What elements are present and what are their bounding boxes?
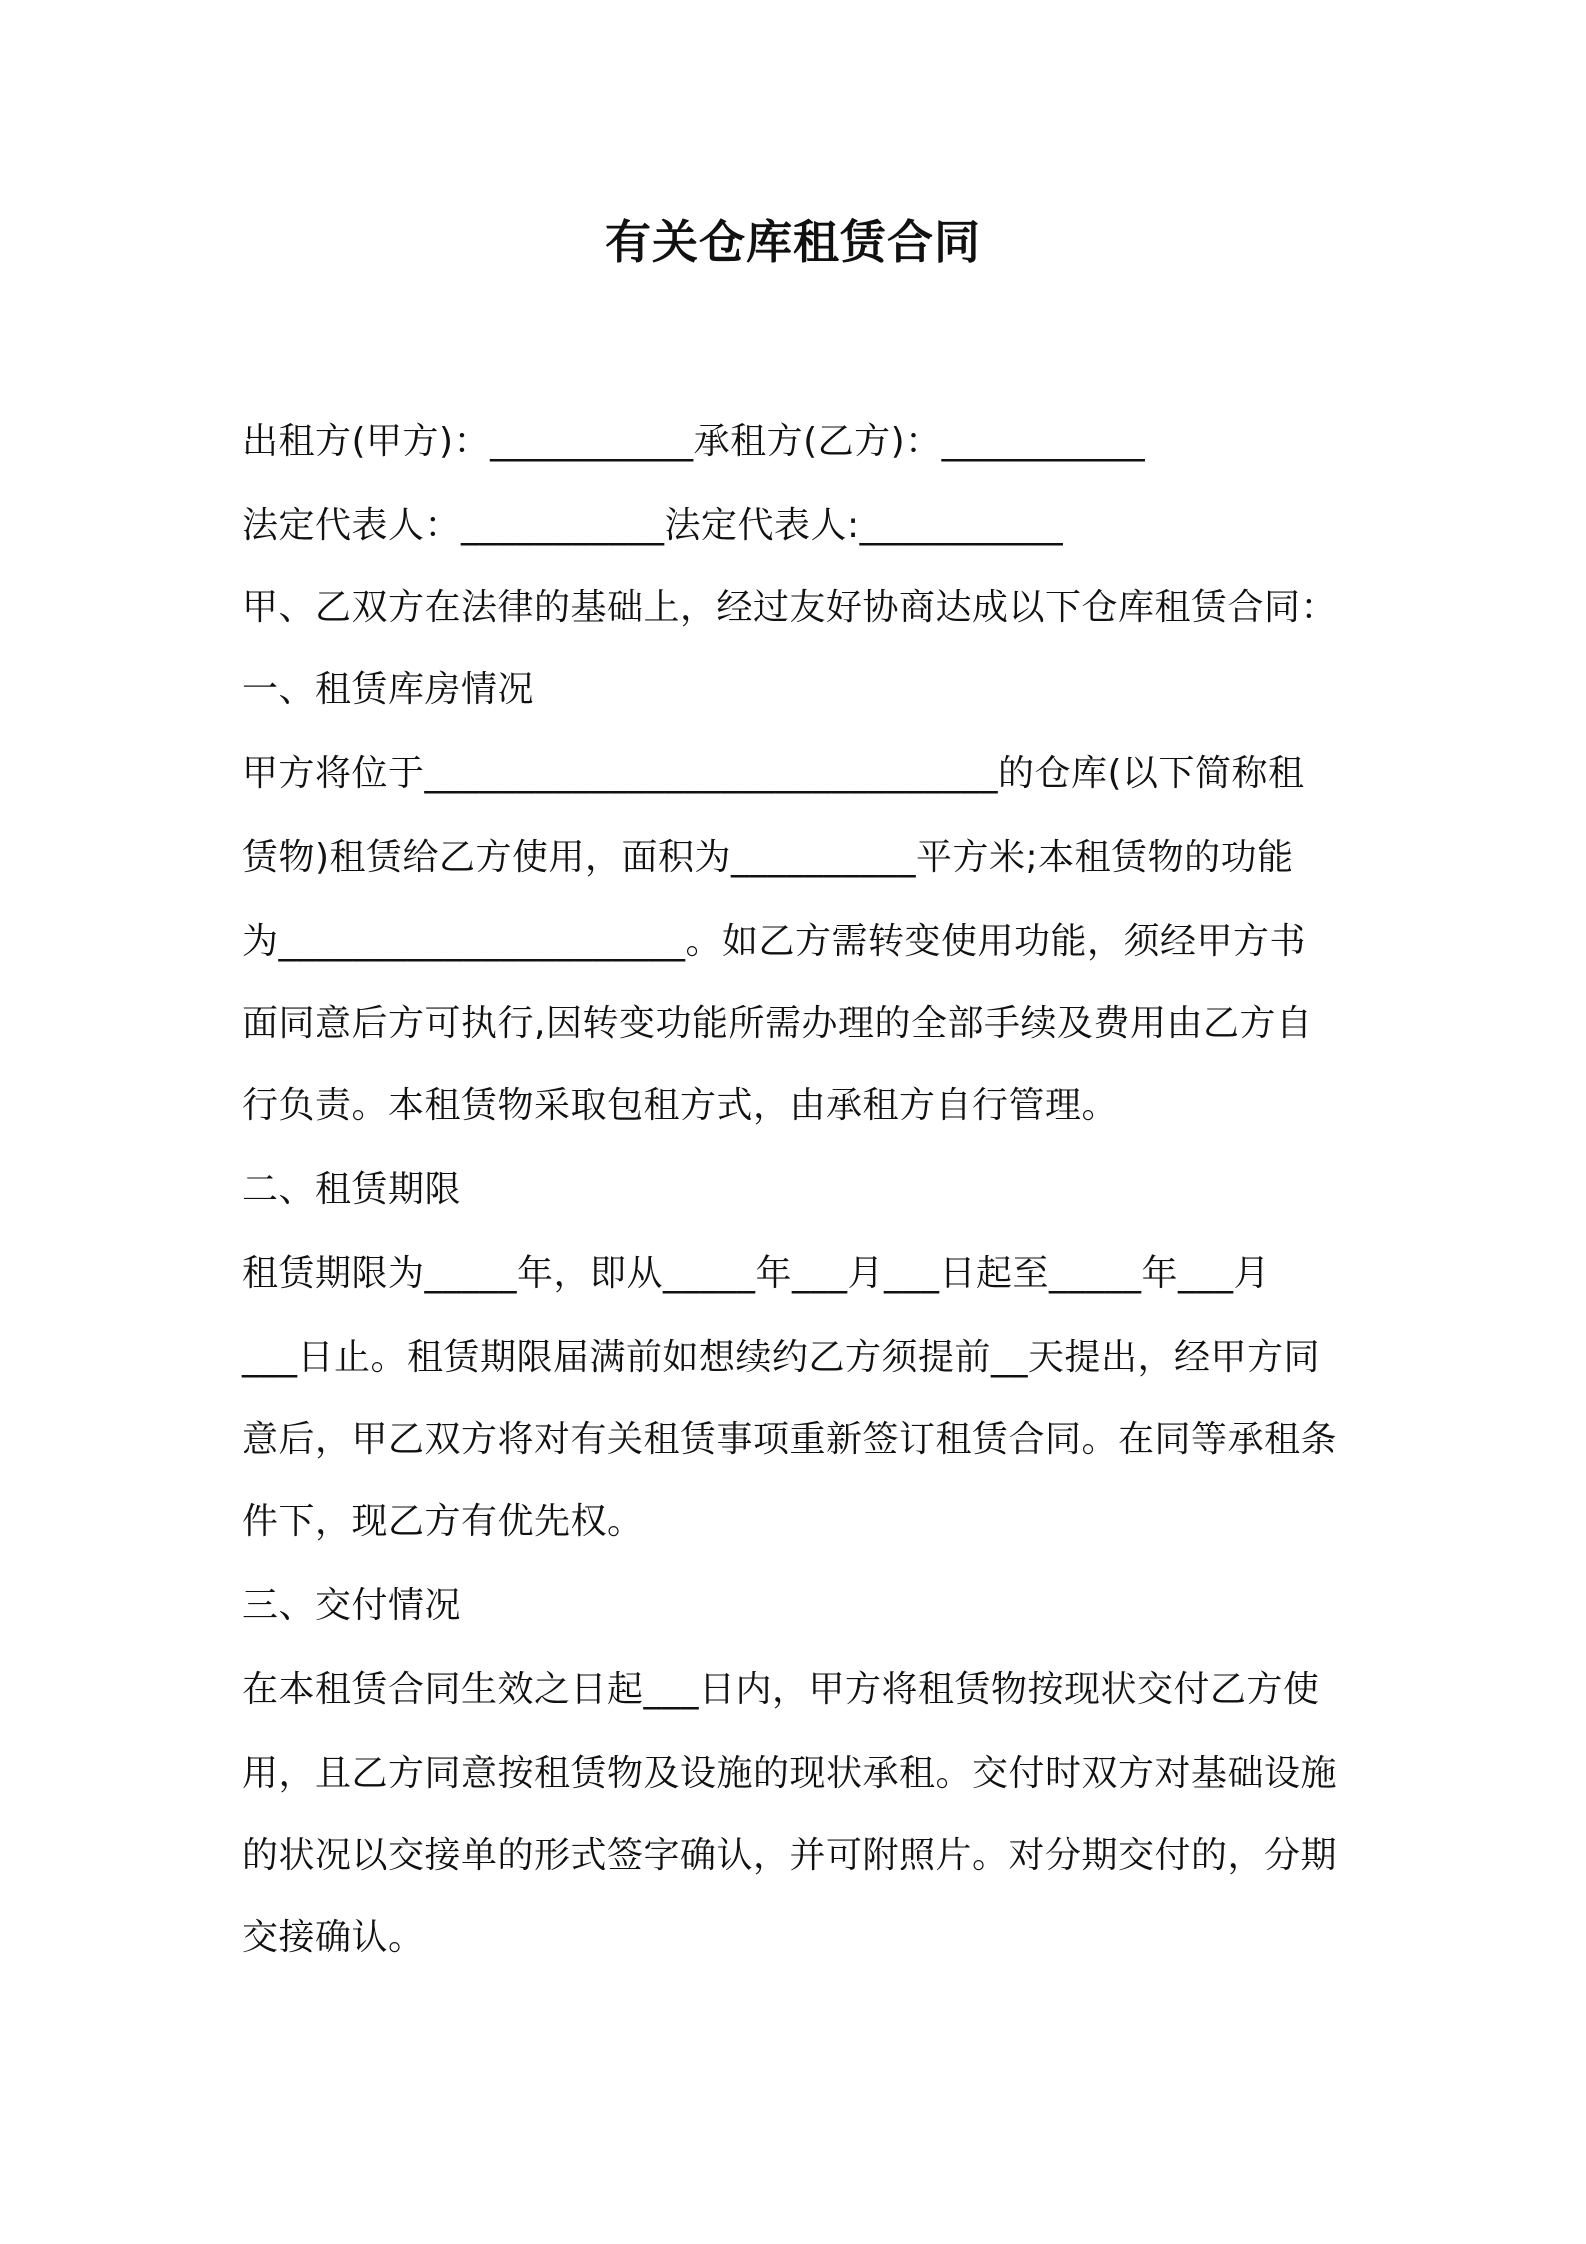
paragraph-line: 面同意后方可执行,因转变功能所需办理的全部手续及费用由乙方自 — [242, 1003, 1313, 1044]
paragraph-line: 交接确认。 — [242, 1917, 425, 1958]
paragraph-line: 赁物)租赁给乙方使用，面积为__________平方米;本租赁物的功能 — [242, 837, 1294, 878]
paragraph-line: 甲方将位于_______________________________的仓库(以下简称租 — [242, 753, 1305, 794]
paragraph-line: 行负责。本租赁物采取包租方式，由承租方自行管理。 — [242, 1085, 1119, 1126]
section-heading-2: 二、租赁期限 — [242, 1169, 462, 1210]
paragraph-line: 用，且乙方同意按租赁物及设施的现状承租。交付时双方对基础设施 — [242, 1753, 1338, 1794]
preamble-text: 甲、乙双方在法律的基础上，经过友好协商达成以下仓库租赁合同： — [242, 587, 1338, 628]
paragraph-line: 租赁期限为_____年，即从_____年___月___日起至_____年___月 — [242, 1253, 1271, 1294]
document-title: 有关仓库租赁合同 — [605, 215, 981, 269]
legal-representative-line: 法定代表人：___________法定代表人:___________ — [242, 505, 1064, 546]
paragraph-line: 件下，现乙方有优先权。 — [242, 1501, 644, 1542]
paragraph-line: 在本租赁合同生效之日起___日内，甲方将租赁物按现状交付乙方使 — [242, 1669, 1320, 1710]
section-heading-1: 一、租赁库房情况 — [242, 669, 535, 710]
paragraph-line: 的状况以交接单的形式签字确认，并可附照片。对分期交付的，分期 — [242, 1835, 1338, 1876]
paragraph-line: 为______________________。如乙方需转变使用功能，须经甲方书 — [242, 921, 1307, 962]
section-heading-3: 三、交付情况 — [242, 1585, 462, 1626]
lessor-lessee-line: 出租方(甲方)：___________承租方(乙方)：___________ — [242, 421, 1146, 462]
paragraph-line: ___日止。租赁期限届满前如想续约乙方须提前__天提出，经甲方同 — [242, 1337, 1321, 1378]
paragraph-line: 意后，甲乙双方将对有关租赁事项重新签订租赁合同。在同等承租条 — [242, 1419, 1338, 1460]
